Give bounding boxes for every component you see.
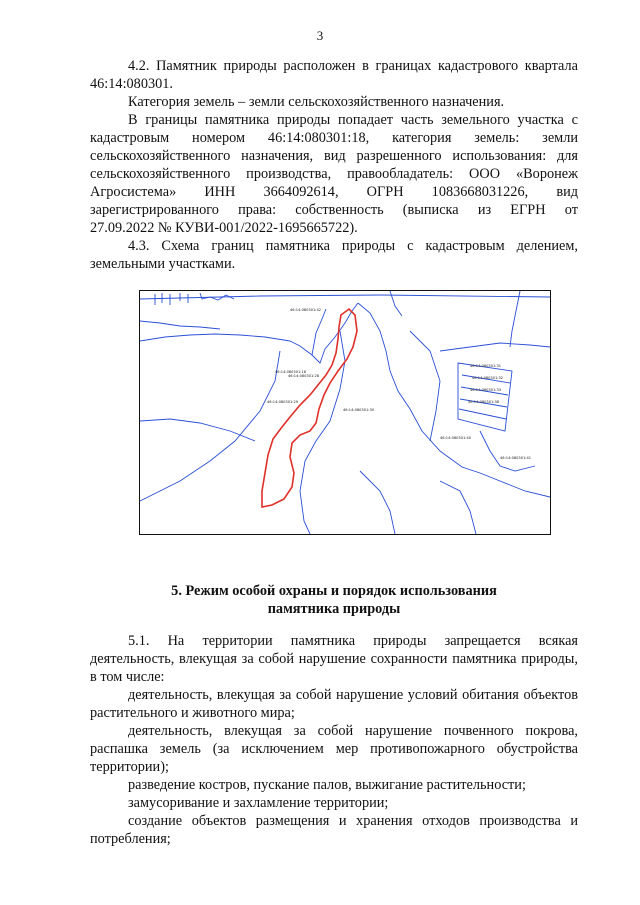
page-number: 3: [316, 28, 324, 43]
parcel-label: 46:14:080301:31: [470, 364, 502, 368]
parcel-line: сельскохозяйственного производства, правообладатель: ООО «Воронеж: [90, 166, 578, 182]
parcel-label: 46:14:080301:38: [468, 400, 500, 404]
section-4-text: [90, 57, 578, 273]
list-item: создание объектов размещения и хранения отходов производства и потребления;: [90, 813, 578, 847]
parcel-line: сельскохозяйственного назначения, вид разрешенного использования: для: [90, 148, 578, 164]
map-drawing: [140, 291, 550, 534]
parcel-line: Агросистема» ИНН 3664092614, ОГРН 1083668031226, вид: [90, 184, 578, 200]
list-item: разведение костров, пускание палов, выжигание растительности;: [128, 777, 526, 793]
parcel-label: 46:14:080301:40: [440, 436, 472, 440]
map-labels: [267, 308, 531, 460]
parcel-label: 46:14:080301:33: [470, 388, 502, 392]
parcel-line: зарегистрированного права: собственность (выписка из ЕГРН от: [90, 202, 578, 218]
parcel-line: кадастровым номером 46:14:080301:18, категория земель: земли: [90, 130, 578, 146]
list-item: деятельность, влекущая за собой нарушение почвенного покрова, распашка земель (за исключением мер противопожарного обустройства территории);: [90, 723, 578, 775]
parcel-label: 46:14:080301:18: [275, 370, 307, 374]
list-item: деятельность, влекущая за собой нарушение условий обитания объектов растительного и животного мира;: [90, 687, 578, 721]
section-5-text: [90, 632, 578, 848]
parcel-label: 46:14:080301:41: [500, 456, 532, 460]
paragraph-4-2: 4.2. Памятник природы расположен в границах кадастрового квартала 46:14:080301.: [90, 58, 578, 92]
parcel-label: 46:14:080301:30: [343, 408, 375, 412]
parcel-paragraph: [90, 111, 578, 237]
parcel-label: 46:14:080301:42: [290, 308, 322, 312]
parcel-line: 27.09.2022 № КУВИ-001/2022-1695665722).: [90, 220, 358, 236]
section-5-heading: [90, 582, 578, 618]
parcel-label: 46:14:080301:28: [288, 374, 320, 378]
land-category-paragraph: Категория земель – земли сельскохозяйственного назначения.: [128, 94, 505, 110]
heading-line: памятника природы: [267, 601, 401, 617]
list-item: замусоривание и захламление территории;: [128, 795, 389, 811]
parcel-label: 46:14:080301:29: [267, 400, 299, 404]
paragraph-4-3: 4.3. Схема границ памятника природы с кадастровым делением, земельными участками.: [90, 238, 578, 272]
cadastral-map: [139, 290, 551, 535]
parcel-boundaries: [140, 291, 550, 534]
paragraph-5-1: 5.1. На территории памятника природы запрещается всякая деятельность, влекущая за собой нарушение сохранности памятника природы, в том числе:: [90, 633, 578, 685]
parcel-label: 46:14:080301:32: [472, 376, 504, 380]
parcel-line: В границы памятника природы попадает часть земельного участка с: [128, 112, 578, 128]
heading-line: 5. Режим особой охраны и порядок использования: [171, 583, 497, 599]
